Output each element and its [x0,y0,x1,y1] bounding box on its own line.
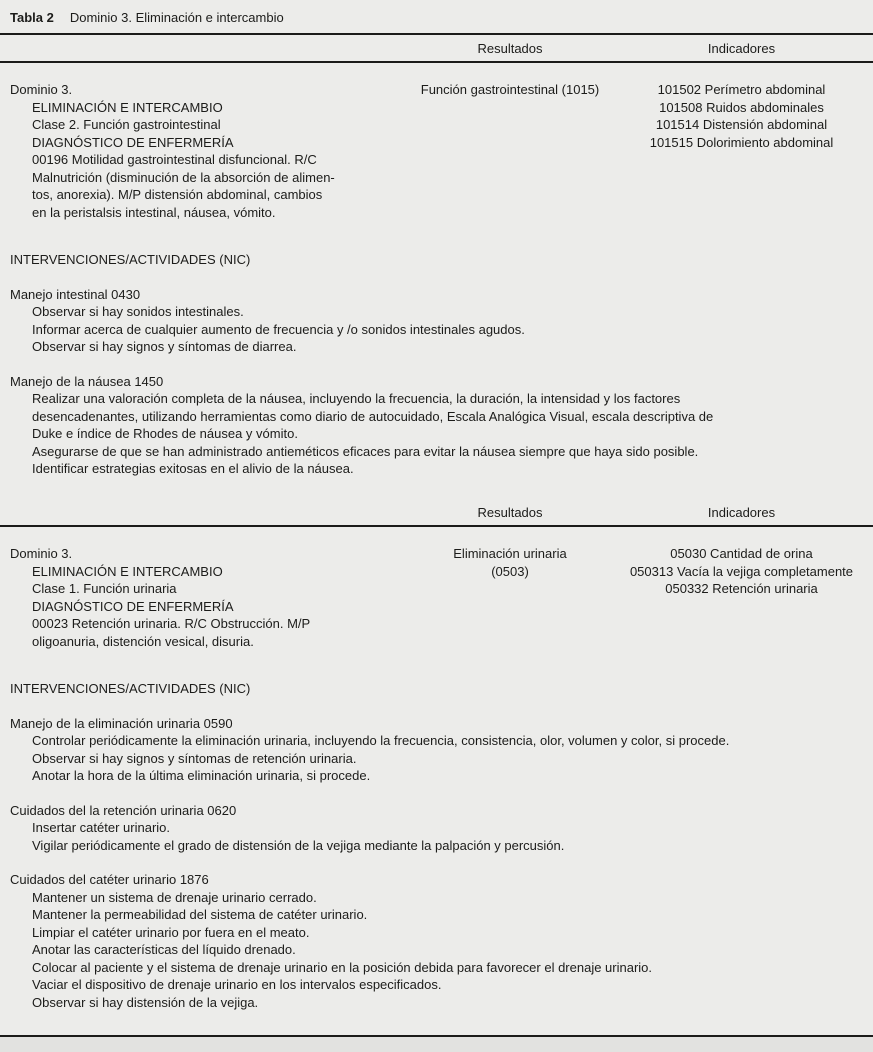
column-header-indicadores: Indicadores [707,504,776,520]
table-title: Dominio 3. Eliminación e intercambio [69,10,284,25]
text-line: Anotar la hora de la última eliminación urinaria, si procede. [32,768,371,783]
intervention-cuidados-cateter-urinario [10,871,863,1011]
footer-strip [0,1037,873,1052]
intervention-activities [10,889,863,1012]
column-header-indicadores: Indicadores [707,40,776,56]
nic-heading: INTERVENCIONES/ACTIVIDADES (NIC) [10,252,251,267]
text-line: Asegurarse de que se han administrado antieméticos eficaces para evitar la náusea siempre que haya sido posible. [32,443,699,459]
text-line: (0503) [491,563,529,579]
text-line: 101502 Perímetro abdominal [657,82,826,97]
text-line: Dominio 3. [10,82,73,97]
text-line: 050313 Vacía la vejiga completamente [629,563,854,579]
text-line: en la peristalsis intestinal, náusea, vómito. [32,204,276,220]
text-line: oligoanuria, distención vesical, disuria. [32,633,254,649]
text-line: 101515 Dolorimiento abdominal [649,134,834,150]
resultados-cell [400,545,620,650]
text-line: Función gastrointestinal (1015) [420,82,600,97]
text-line: Informar acerca de cualquier aumento de frecuencia y /o sonidos intestinales agudos. [32,321,525,337]
intervention-cuidados-retencion-urinaria [10,802,863,855]
table-caption [0,0,873,35]
text-line: Observar si hay distensión de la vejiga. [32,994,259,1010]
text-line: Clase 1. Función urinaria [32,581,177,596]
text-line: 00196 Motilidad gastrointestinal disfuncional. R/C [32,152,317,167]
column-header-row [0,35,873,64]
indicadores-cell [620,81,863,221]
text-line: desencadenantes, utilizando herramientas como diario de autocuidado, Escala Analógica Visual, escala descriptiva de [32,408,714,424]
text-line: Clase 2. Función gastrointestinal [32,117,221,132]
intervention-activities [10,732,863,785]
text-line: Realizar una valoración completa de la náusea, incluyendo la frecuencia, la duración, la intensidad y los factores [32,391,681,406]
diagnosis-cell [10,81,400,221]
table-number: Tabla 2 [10,10,54,25]
text-line: Vaciar el dispositivo de drenaje urinario en los intervalos especificados. [32,977,442,992]
text-line: 00023 Retención urinaria. R/C Obstrucción. M/P [32,616,311,631]
column-header-resultados: Resultados [477,40,543,56]
intervention-name: Cuidados del catéter urinario 1876 [10,872,209,887]
text-line: Limpiar el catéter urinario por fuera en el meato. [32,924,310,940]
resultados-cell [400,81,620,221]
column-header-spacer [10,40,400,58]
intervention-activities [10,303,863,356]
text-line: Observar si hay sonidos intestinales. [32,304,244,319]
text-line: 05030 Cantidad de orina [670,546,813,561]
nic-heading: INTERVENCIONES/ACTIVIDADES (NIC) [10,681,251,696]
text-line: Colocar al paciente y el sistema de drenaje urinario en la posición debida para favorecer el drenaje urinario. [32,959,653,975]
diagnosis-cell [10,545,400,650]
text-line: Insertar catéter urinario. [32,820,171,835]
text-line: Malnutrición (disminución de la absorción de alimen- [32,169,335,185]
section-gastrointestinal [0,35,873,478]
intervention-manejo-eliminacion-urinaria [10,715,863,785]
text-line: Controlar periódicamente la eliminación urinaria, incluyendo la frecuencia, consistencia, olor, volumen y color, si procede. [32,733,730,748]
intervention-manejo-intestinal [10,286,863,356]
intervention-name: Manejo de la eliminación urinaria 0590 [10,715,233,731]
text-line: tos, anorexia). M/P distensión abdominal, cambios [32,187,323,202]
text-line: DIAGNÓSTICO DE ENFERMERÍA [32,134,234,150]
text-line: Identificar estrategias exitosas en el alivio de la náusea. [32,461,354,476]
text-line: Eliminación urinaria [453,546,567,561]
text-line: 101514 Distensión abdominal [655,117,828,132]
text-line: ELIMINACIÓN E INTERCAMBIO [32,563,223,579]
diagnosis-row [0,63,873,221]
column-header-row [0,478,873,528]
text-line: Observar si hay signos y síntomas de retención urinaria. [32,750,357,766]
text-line: 101508 Ruidos abdominales [659,99,824,115]
column-header-resultados: Resultados [477,504,543,520]
text-line: Observar si hay signos y síntomas de diarrea. [32,339,297,354]
intervention-manejo-nausea [10,373,863,478]
text-line: Mantener la permeabilidad del sistema de catéter urinario. [32,907,368,922]
diagnosis-row [0,527,873,650]
indicadores-cell [620,545,863,650]
intervention-name: Manejo intestinal 0430 [10,286,141,302]
text-line: 050332 Retención urinaria [665,581,818,596]
text-line: Duke e índice de Rhodes de náusea y vómito. [32,426,298,441]
intervention-name: Cuidados del la retención urinaria 0620 [10,802,237,818]
text-line: Mantener un sistema de drenaje urinario cerrado. [32,889,317,905]
section-urinaria [0,478,873,1038]
intervention-activities [10,390,863,478]
text-line: Dominio 3. [10,546,73,561]
text-line: ELIMINACIÓN E INTERCAMBIO [32,99,223,115]
text-line: DIAGNÓSTICO DE ENFERMERÍA [32,598,234,614]
column-header-spacer [10,504,400,522]
text-line: Anotar las características del líquido drenado. [32,942,296,957]
text-line: Vigilar periódicamente el grado de distensión de la vejiga mediante la palpación y percusión. [32,837,565,853]
intervention-name: Manejo de la náusea 1450 [10,373,164,389]
intervention-activities [10,819,863,854]
